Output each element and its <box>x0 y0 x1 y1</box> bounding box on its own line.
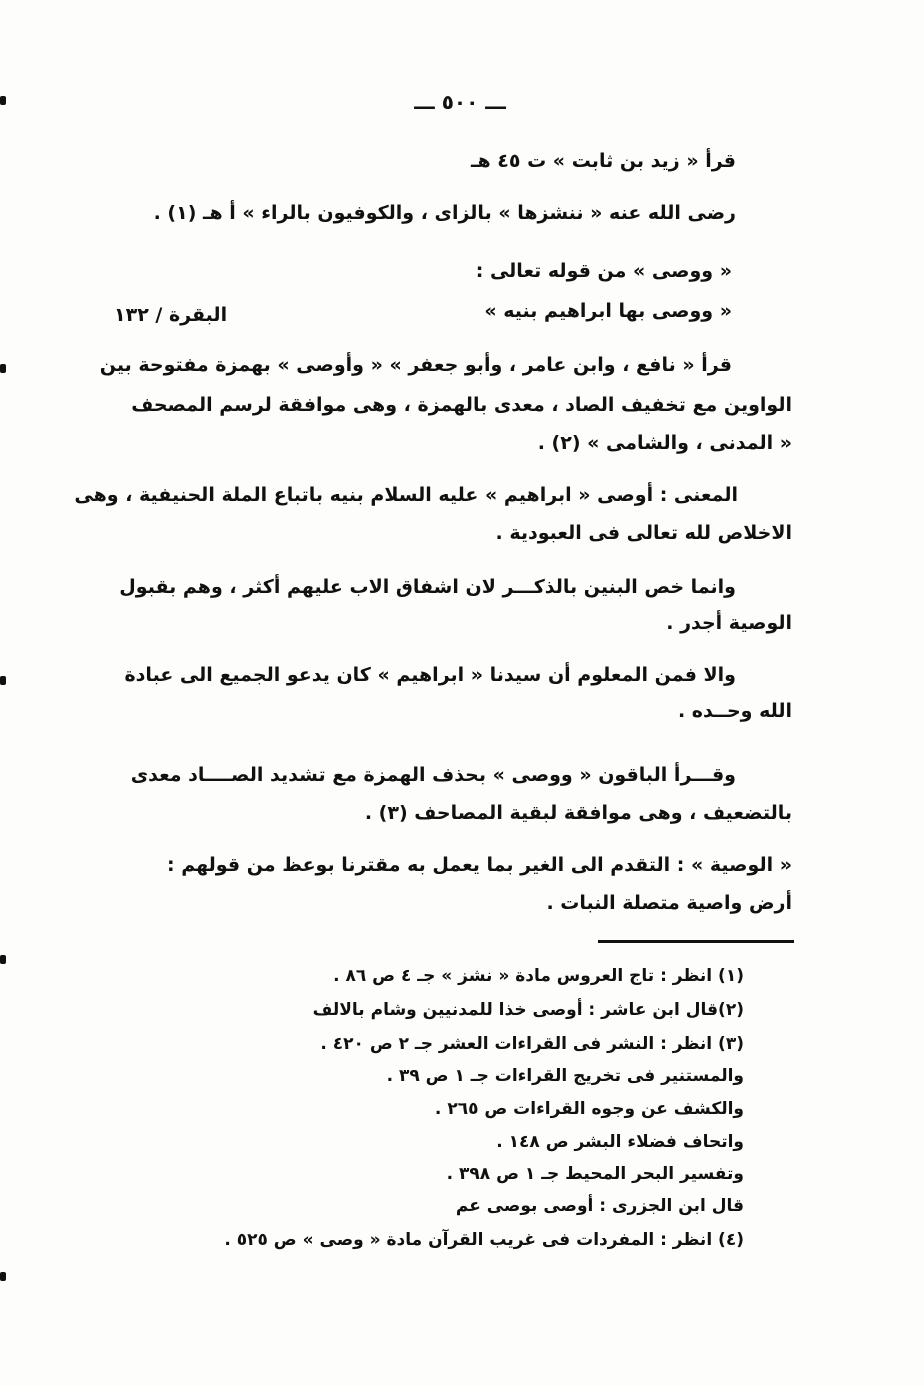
paragraph-line: وقـــرأ الباقون « ووصى » بحذف الهمزة مع تشديد الصــــاد معدى <box>130 764 736 786</box>
page-number: ـــ ٥٠٠ ـــ <box>414 90 506 114</box>
paragraph-line: والا فمن المعلوم أن سيدنا « ابراهيم » كان يدعو الجميع الى عبادة <box>124 664 736 686</box>
footnote-line: (١) انظر : تاج العروس مادة « نشز » جـ ٤ ص ٨٦ . <box>333 966 744 986</box>
scan-margin-mark <box>0 1272 6 1281</box>
paragraph-line <box>114 392 792 418</box>
paragraph-line: الاخلاص لله تعالى فى العبودية . <box>495 522 792 544</box>
footnote-line: واتحاف فضلاء البشر ص ١٤٨ . <box>496 1132 744 1152</box>
footnote-line: (٢)قال ابن عاشر : أوصى خذا للمدنيين وشام بالالف <box>312 1000 744 1020</box>
paragraph-line: بالتضعيف ، وهى موافقة لبقية المصاحف (٣) . <box>364 802 792 824</box>
paragraph-line: « الوصية » : التقدم الى الغير بما يعمل به مقترنا بوعظ من قولهم : <box>166 854 792 876</box>
scan-margin-mark <box>0 676 6 685</box>
paragraph-line: أرض واصية متصلة النبات . <box>546 892 792 914</box>
footnote-line: والمستنير فى تخريج القراءات جـ ١ ص ٣٩ . <box>386 1066 744 1086</box>
paragraph-line: الوصية أجدر . <box>666 612 792 634</box>
scan-margin-mark <box>0 955 6 964</box>
paragraph-line: الله وحــده . <box>677 700 792 722</box>
footnote-line: والكشف عن وجوه القراءات ص ٢٦٥ . <box>434 1099 744 1119</box>
verse-reference: البقرة / ١٣٢ <box>114 304 228 326</box>
text-line: قرأ « زيد بن ثابت » ت ٤٥ هـ <box>470 150 736 172</box>
text-line: « ووصى » من قوله تعالى : <box>475 260 732 282</box>
verse-line: « ووصى بها ابراهيم بنيه » <box>484 300 732 322</box>
footnote-line: (٣) انظر : النشر فى القراءات العشر جـ ٢ ص ٤٢٠ . <box>320 1034 744 1054</box>
paragraph-line-text: الواوين مع تخفيف الصاد ، معدى بالهمزة ، وهى موافقة لرسم المصحف <box>131 394 792 416</box>
scan-margin-mark <box>0 96 6 105</box>
paragraph-line: المعنى : أوصى « ابراهيم » عليه السلام بنيه باتباع الملة الحنيفية ، وهى <box>74 484 738 506</box>
paragraph-line: قرأ « نافع ، وابن عامر ، وأبو جعفر » « وأوصى » بهمزة مفتوحة بين <box>99 354 732 376</box>
text-line: رضى الله عنه « ننشزها » بالزاى ، والكوفيون بالراء » أ هـ (١) . <box>153 202 736 224</box>
paragraph-line: وانما خص البنين بالذكـــر لان اشفاق الاب عليهم أكثر ، وهم بقبول <box>119 576 736 598</box>
footnote-line: (٤) انظر : المفردات فى غريب القرآن مادة « وصى » ص ٥٢٥ . <box>224 1230 744 1250</box>
footnote-line: قال ابن الجزرى : أوصى بوصى عم <box>455 1196 744 1216</box>
footnote-separator <box>598 940 794 943</box>
scan-margin-mark <box>0 364 6 373</box>
footnote-line: وتفسير البحر المحيط جـ ١ ص ٣٩٨ . <box>446 1164 744 1184</box>
paragraph-line: « المدنى ، والشامى » (٢) . <box>537 432 792 454</box>
